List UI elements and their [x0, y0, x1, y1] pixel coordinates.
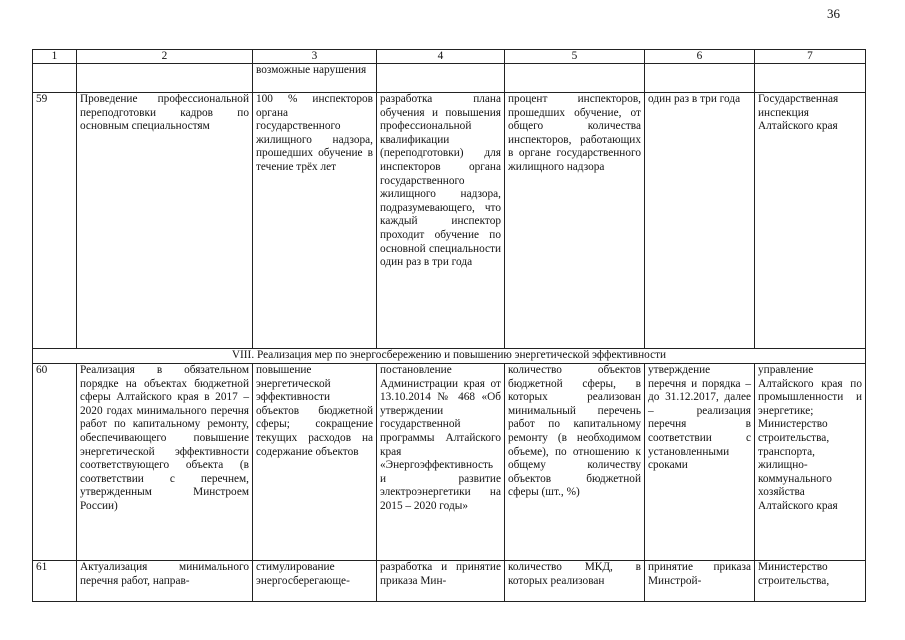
cell-mechanism: постановление Администрации края от 13.10.2014 № 468 «Об утверждении государственной программы Алтайского края «Энергоэффективность и развитие электроэнергетики на 2015 – 2020 годы» — [377, 364, 505, 561]
header-col-2: 2 — [77, 50, 253, 64]
cell-result: стимулирование энергосберегающе- — [253, 561, 377, 602]
cell-result: 100 % инспекторов органа государственного жилищного надзора, прошедших обучение в течение трёх лет — [253, 93, 377, 349]
cell-deadline: принятие приказа Минстрой- — [645, 561, 755, 602]
plan-table — [32, 49, 866, 602]
cell-indicator: количество МКД, в которых реализован — [505, 561, 645, 602]
cell-indicator — [505, 64, 645, 93]
cell-indicator: процент инспекторов, прошедших обучение, от общего количества инспекторов, работающих в органе государственного жилищного надзора — [505, 93, 645, 349]
table-row — [33, 64, 866, 93]
header-col-7: 7 — [755, 50, 866, 64]
cell-num: 61 — [33, 561, 77, 602]
cell-responsible: Министерство строительства, — [755, 561, 866, 602]
table-row — [33, 93, 866, 349]
cell-deadline: один раз в три года — [645, 93, 755, 349]
cell-event: Проведение профессиональной переподготовки кадров по основным специальностям — [77, 93, 253, 349]
cell-event: Реализация в обязательном порядке на объектах бюджетной сферы Алтайского края в 2017 – 2020 годах минимального перечня работ по капитальному ремонту, обеспечивающего повышение энергетической эффективности соответствующего объекта (в соответствии с перечнем, утвержденным Минстроем России) — [77, 364, 253, 561]
table-row — [33, 364, 866, 561]
header-row — [33, 50, 866, 64]
cell-num: 60 — [33, 364, 77, 561]
table-row — [33, 561, 866, 602]
cell-mechanism — [377, 64, 505, 93]
header-col-4: 4 — [377, 50, 505, 64]
header-col-3: 3 — [253, 50, 377, 64]
cell-num — [33, 64, 77, 93]
page-number: 36 — [827, 6, 840, 21]
cell-result: возможные нарушения — [253, 64, 377, 93]
header-col-6: 6 — [645, 50, 755, 64]
cell-deadline — [645, 64, 755, 93]
cell-mechanism: разработка плана обучения и повышения профессиональной квалификации (переподготовки) для инспекторов органа государственного жилищного надзора, подразумевающего, что каждый инспектор проходит обучение по основной специальности один раз в три года — [377, 93, 505, 349]
cell-responsible — [755, 64, 866, 93]
header-col-1: 1 — [33, 50, 77, 64]
section-title: VIII. Реализация мер по энергосбережению и повышению энергетической эффективности — [33, 349, 866, 364]
cell-num: 59 — [33, 93, 77, 349]
section-row — [33, 349, 866, 364]
cell-responsible: Государственная инспекция Алтайского края — [755, 93, 866, 349]
cell-indicator: количество объектов бюджетной сферы, в которых реализован минимальный перечень работ по капитальному ремонту (в необходимом объеме), по отношению к общему количеству объектов бюджетной сферы (шт., %) — [505, 364, 645, 561]
cell-result: повышение энергетической эффективности объектов бюджетной сферы; сокращение текущих расходов на содержание объектов — [253, 364, 377, 561]
cell-event — [77, 64, 253, 93]
header-col-5: 5 — [505, 50, 645, 64]
cell-deadline: утверждение перечня и порядка – до 31.12.2017, далее – реализация перечня в соответствии с установленными сроками — [645, 364, 755, 561]
cell-event: Актуализация минимального перечня работ, направ- — [77, 561, 253, 602]
cell-mechanism: разработка и принятие приказа Мин- — [377, 561, 505, 602]
cell-responsible: управление Алтайского края по промышленности и энергетике; Министерство строительства, транспорта, жилищно-коммунального хозяйства Алтайского края — [755, 364, 866, 561]
